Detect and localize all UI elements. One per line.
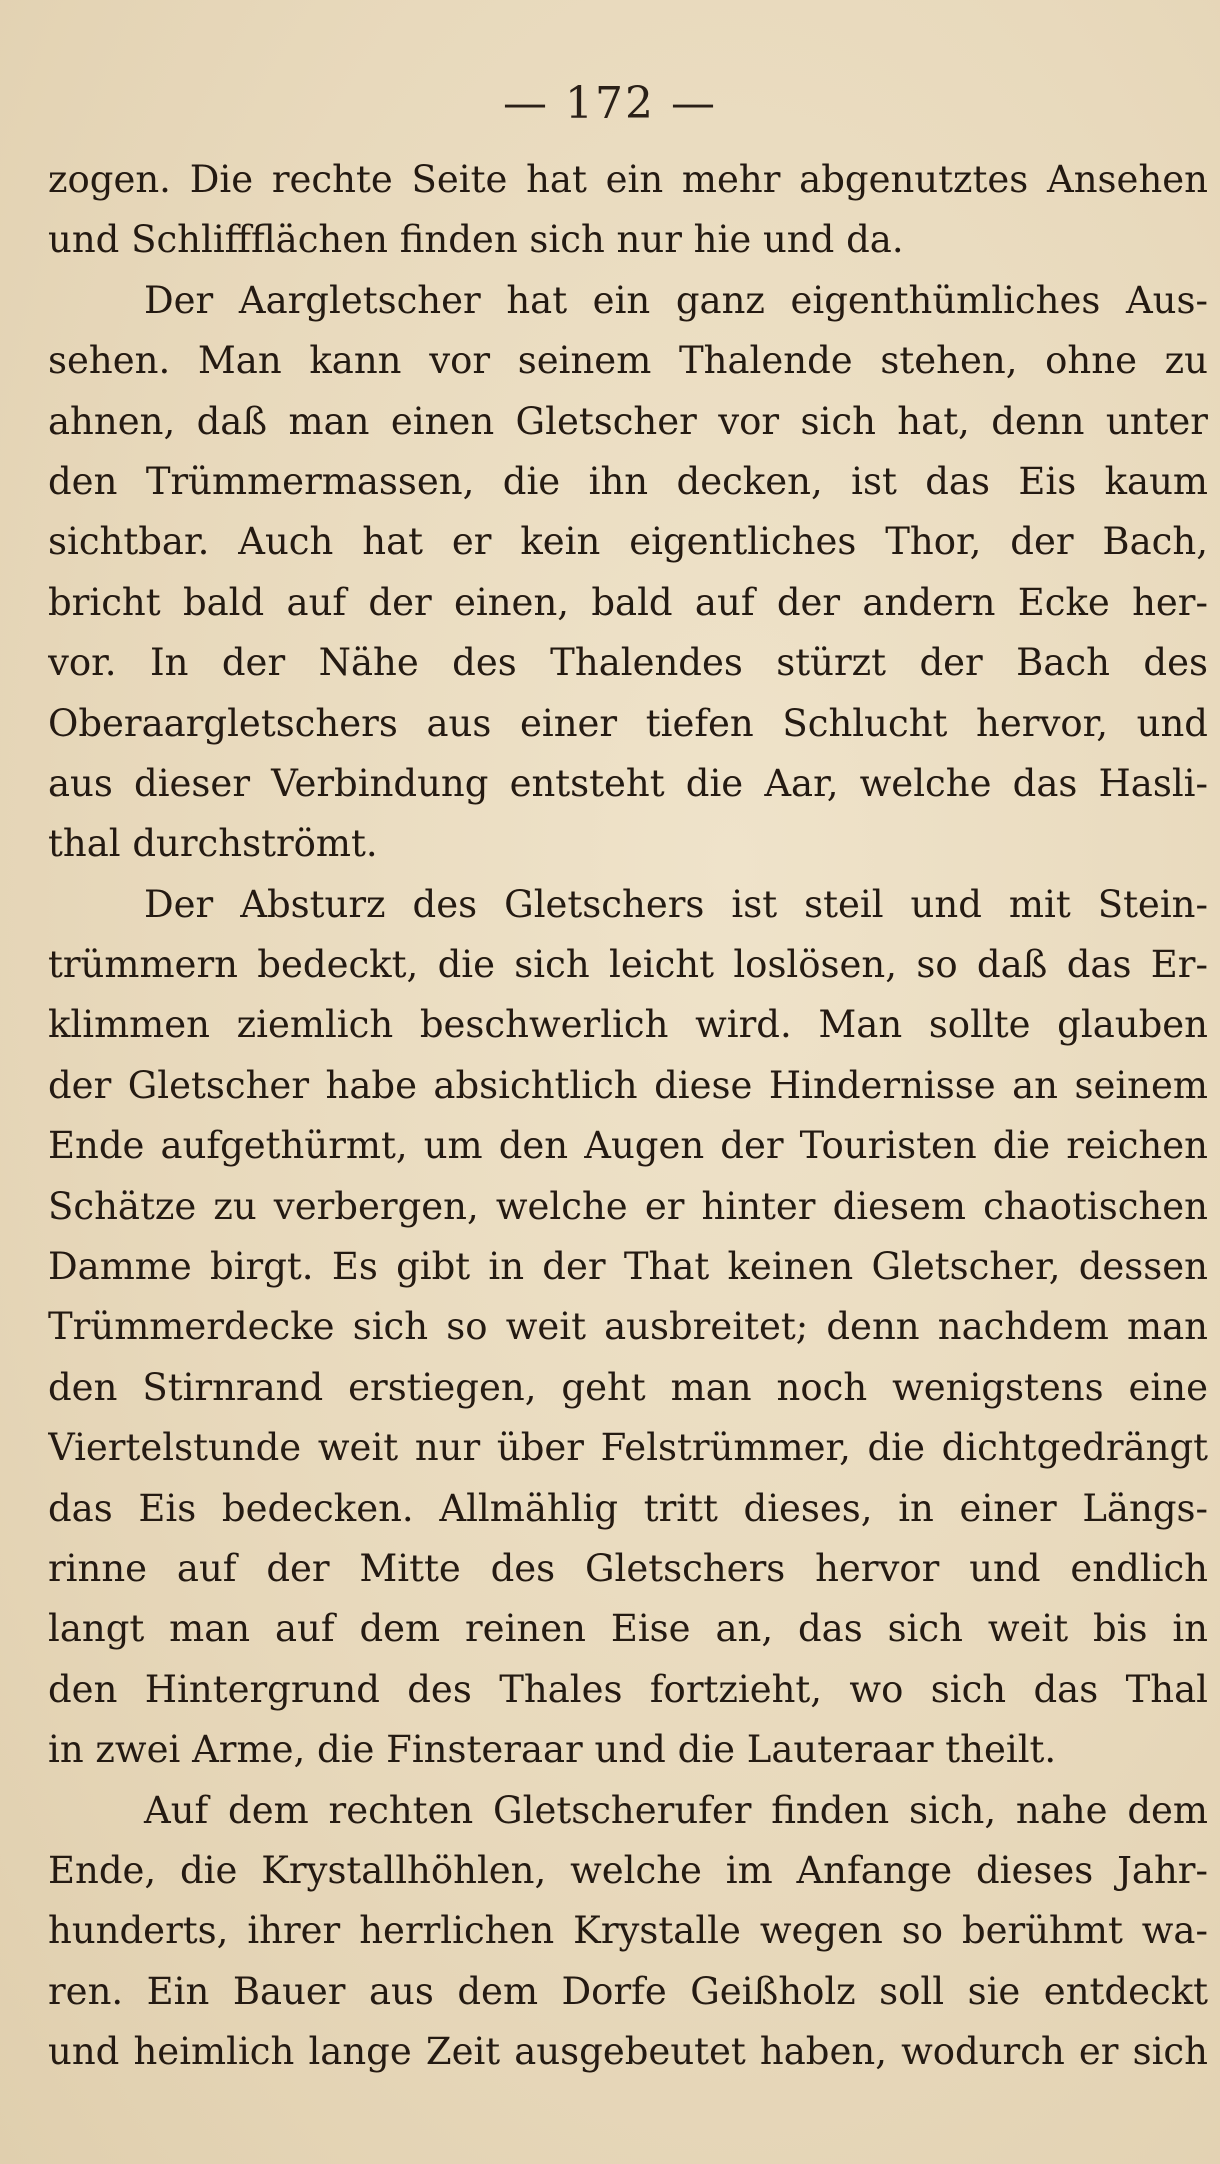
text-line: Ende, die Krystallhöhlen, welche im Anfange dieses Jahr- (48, 1848, 1208, 1892)
text-line: den Stirnrand erstiegen, geht man noch wenigstens eine (48, 1365, 1208, 1409)
text-line: das Eis bedecken. Allmählig tritt dieses, in einer Längs- (48, 1486, 1208, 1530)
text-line: und Schliffflächen finden sich nur hie und da. (48, 218, 904, 262)
text-line: ahnen, daß man einen Gletscher vor sich hat, denn unter (48, 399, 1208, 443)
text-line: aus dieser Verbindung entsteht die Aar, welche das Hasli- (48, 761, 1208, 805)
text-line: Ende aufgethürmt, um den Augen der Touristen die reichen (48, 1124, 1208, 1168)
text-line: sehen. Man kann vor seinem Thalende stehen, ohne zu (48, 339, 1208, 383)
text-line: hunderts, ihrer herrlichen Krystalle wegen so berühmt wa- (48, 1909, 1208, 1953)
text-line: Schätze zu verbergen, welche er hinter diesem chaotischen (48, 1184, 1208, 1228)
text-line: den Trümmermassen, die ihn decken, ist das Eis kaum (48, 459, 1208, 503)
text-line: Auf dem rechten Gletscherufer finden sich, nahe dem (144, 1788, 1208, 1832)
text-line: vor. In der Nähe des Thalendes stürzt der Bach des (48, 641, 1208, 685)
text-line: den Hintergrund des Thales fortzieht, wo sich das Thal (48, 1667, 1208, 1711)
body-text (48, 150, 1208, 2083)
text-line: in zwei Arme, die Finsteraar und die Lauteraar theilt. (48, 1728, 1057, 1772)
text-line: Viertelstunde weit nur über Felstrümmer, die dichtgedrängt (48, 1426, 1208, 1470)
text-line: bricht bald auf der einen, bald auf der andern Ecke her- (48, 580, 1208, 624)
text-line: der Gletscher habe absichtlich diese Hindernisse an seinem (48, 1063, 1208, 1107)
text-line: sichtbar. Auch hat er kein eigentliches Thor, der Bach, (48, 520, 1208, 564)
text-line: rinne auf der Mitte des Gletschers hervor und endlich (48, 1546, 1208, 1590)
text-line: langt man auf dem reinen Eise an, das sich weit bis in (48, 1607, 1208, 1651)
text-line: thal durchströmt. (48, 822, 378, 866)
text-line: Damme birgt. Es gibt in der That keinen Gletscher, dessen (48, 1245, 1208, 1289)
text-line: Der Aargletscher hat ein ganz eigenthümliches Aus- (144, 278, 1208, 322)
text-line: Oberaargletschers aus einer tiefen Schlucht hervor, und (48, 701, 1208, 745)
text-line: trümmern bedeckt, die sich leicht loslösen, so daß das Er- (48, 943, 1208, 987)
page-number: — 172 — (503, 78, 717, 129)
text-line: und heimlich lange Zeit ausgebeutet haben, wodurch er sich (48, 2030, 1208, 2074)
text-line: ren. Ein Bauer aus dem Dorfe Geißholz soll sie entdeckt (48, 1969, 1208, 2013)
text-line: Der Absturz des Gletschers ist steil und mit Stein- (144, 882, 1208, 926)
text-line: zogen. Die rechte Seite hat ein mehr abgenutztes Ansehen (48, 158, 1208, 201)
text-line: Trümmerdecke sich so weit ausbreitet; denn nachdem man (48, 1305, 1208, 1349)
text-line: klimmen ziemlich beschwerlich wird. Man sollte glauben (48, 1003, 1208, 1047)
